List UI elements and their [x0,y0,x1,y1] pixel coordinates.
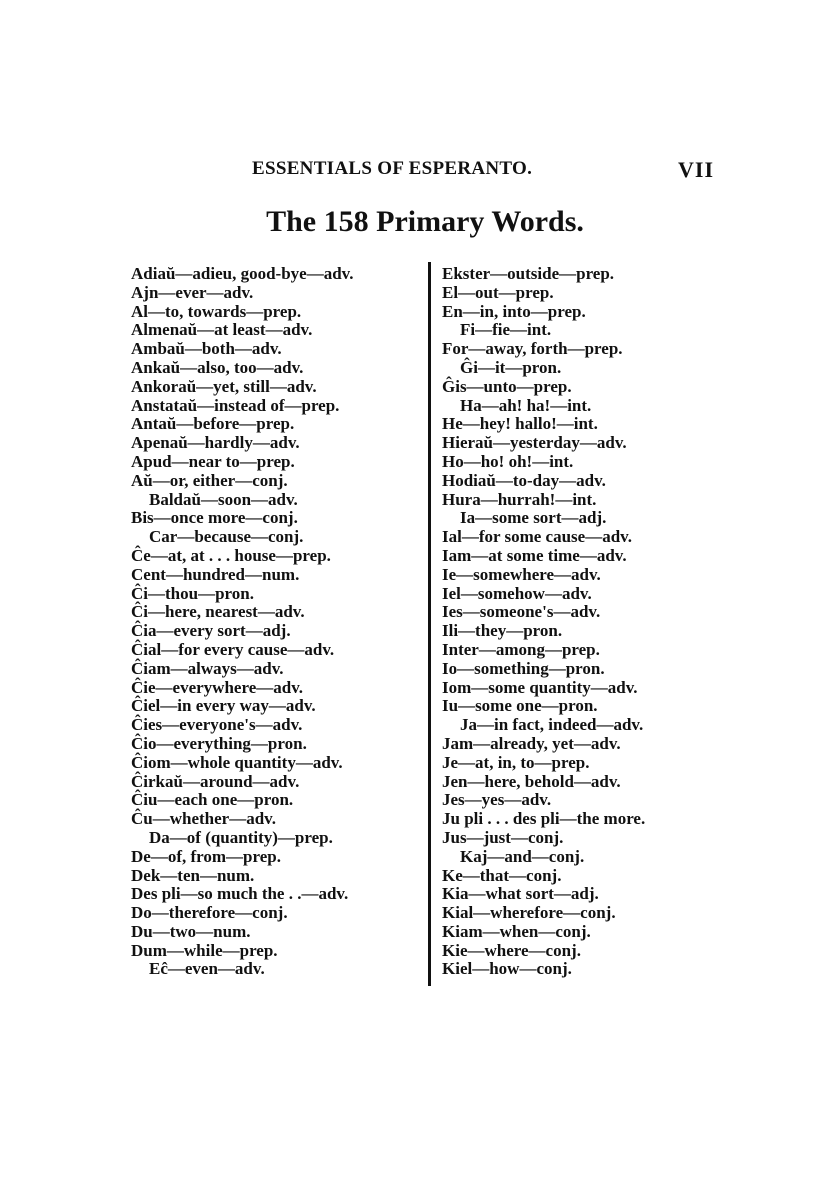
word-entry: Aŭ—or, either—conj. [131,470,288,490]
word-entry: Ĉi—here, nearest—adv. [131,602,305,622]
word-entry: Iel—somehow—adv. [442,583,592,603]
word-entry: Iam—at some time—adv. [442,545,627,565]
word-entry: He—hey! hallo!—int. [442,414,598,434]
word-entry: Jam—already, yet—adv. [442,733,621,753]
word-entry: Ĉi—thou—pron. [131,583,254,603]
word-entry: Bis—once more—conj. [131,508,298,528]
word-entry: Kaj—and—conj. [460,846,585,866]
word-entry: Ĉiam—always—adv. [131,658,284,678]
word-entry: Apenaŭ—hardly—adv. [131,433,300,453]
word-entry: Ajn—ever—adv. [131,282,254,302]
word-entry: Hieraŭ—yesterday—adv. [442,433,627,453]
word-entry: Baldaŭ—soon—adv. [149,489,298,509]
word-entry: De—of, from—prep. [131,846,281,866]
word-entry: Eĉ—even—adv. [149,959,265,979]
word-entry: Ĝi—it—pron. [460,357,562,377]
word-entry: Ĉe—at, at . . . house—prep. [131,545,331,565]
word-entry: Ekster—outside—prep. [442,264,615,283]
word-entry: Almenaŭ—at least—adv. [131,320,313,340]
word-entry: Antaŭ—before—prep. [131,414,295,434]
word-entry: Kia—what sort—adj. [442,884,599,904]
word-entry: Hura—hurrah!—int. [442,489,597,509]
word-entry: Ili—they—pron. [442,621,563,641]
word-entry: Jus—just—conj. [442,827,564,847]
word-entry: Adiaŭ—adieu, good-bye—adv. [131,264,354,283]
page-number: VII [678,157,715,182]
word-entry: Ĉia—every sort—adj. [131,621,291,641]
word-entry: El—out—prep. [442,282,554,302]
word-entry: Kiam—when—conj. [442,921,591,941]
word-entry: Io—something—pron. [442,658,605,678]
word-entry: Kie—where—conj. [442,940,581,960]
word-entry: Ke—that—conj. [442,865,562,885]
word-entry: Ies—someone's—adv. [442,602,601,622]
running-head: ESSENTIALS OF ESPERANTO. [252,158,533,179]
word-entry: Ĉiom—whole quantity—adv. [131,752,343,772]
word-entry: Ha—ah! ha!—int. [460,395,592,415]
word-entry: Ĉirkaŭ—around—adv. [131,771,300,791]
word-entry: Ĉie—everywhere—adv. [131,677,304,697]
page-title: The 158 Primary Words. [266,205,584,238]
word-entry: Ja—in fact, indeed—adv. [460,715,644,735]
left-word-column [131,265,421,979]
word-entry: Cent—hundred—num. [131,564,300,584]
word-entry: Ju pli . . . des pli—the more. [442,809,646,829]
word-entry: Ankoraŭ—yet, still—adv. [131,376,317,396]
word-entry: Da—of (quantity)—prep. [149,827,333,847]
word-entry: For—away, forth—prep. [442,339,623,359]
word-entry: Dum—while—prep. [131,940,278,960]
word-entry: Ĉiel—in every way—adv. [131,696,316,716]
word-entry: Ial—for some cause—adv. [442,527,632,547]
word-entry: Du—two—num. [131,921,251,941]
word-entry: Ĝis—unto—prep. [442,376,572,396]
word-entry: Fi—fie—int. [460,320,552,340]
word-entry: Des pli—so much the . .—adv. [131,884,349,904]
word-entry: Je—at, in, to—prep. [442,752,590,772]
word-entry: Ia—some sort—adj. [460,508,607,528]
word-entry: Al—to, towards—prep. [131,301,302,321]
word-entry: Apud—near to—prep. [131,451,295,471]
word-entry: Jen—here, behold—adv. [442,771,621,791]
word-entry: Ĉiu—each one—pron. [131,790,294,810]
word-entry: Ankaŭ—also, too—adv. [131,357,304,377]
column-divider [428,262,431,986]
word-entry: Ie—somewhere—adv. [442,564,601,584]
word-entry: Inter—among—prep. [442,639,600,659]
word-entry: Jes—yes—adv. [442,790,552,810]
right-word-column [442,265,732,979]
word-entry: Ho—ho! oh!—int. [442,451,574,471]
word-entry: Kial—wherefore—conj. [442,903,616,923]
word-entry: Do—therefore—conj. [131,903,288,923]
word-entry: Iu—some one—pron. [442,696,598,716]
word-entry: Anstataŭ—instead of—prep. [131,395,340,415]
word-entry: Ĉial—for every cause—adv. [131,639,335,659]
word-entry: Ĉio—everything—pron. [131,733,307,753]
word-entry: En—in, into—prep. [442,301,586,321]
word-entry: Ambaŭ—both—adv. [131,339,282,359]
word-entry: Car—because—conj. [149,527,304,547]
word-entry: Iom—some quantity—adv. [442,677,638,697]
word-entry: Kiel—how—conj. [442,959,572,979]
word-entry: Ĉies—everyone's—adv. [131,715,303,735]
word-entry: Ĉu—whether—adv. [131,809,276,829]
word-entry: Dek—ten—num. [131,865,255,885]
word-entry: Hodiaŭ—to-day—adv. [442,470,606,490]
